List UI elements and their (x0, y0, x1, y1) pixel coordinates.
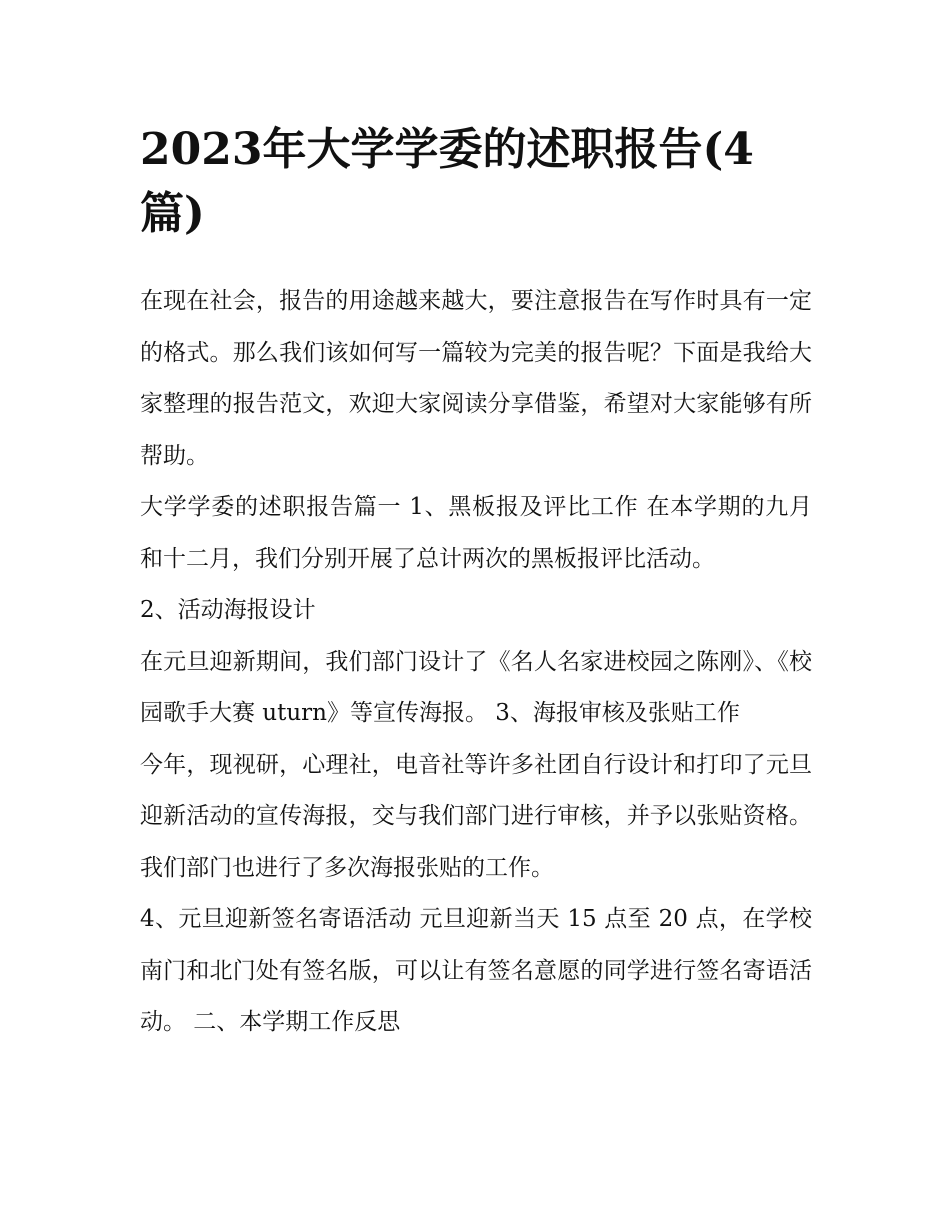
poster-review-paragraph: 今年，现视研，心理社，电音社等许多社团自行设计和打印了元旦迎新活动的宣传海报，交与我们部门进行审核，并予以张贴资格。我们部门也进行了多次海报张贴的工作。 (140, 751, 812, 881)
signature-activity-paragraph: 4、元旦迎新签名寄语活动 元旦迎新当天 15 点至 20 点，在学校南门和北门处有签名版，可以让有签名意愿的同学进行签名寄语活动。 二、本学期工作反思 (140, 906, 812, 1035)
document-title: 2023年大学学委的述职报告(4篇) (140, 124, 754, 239)
poster-design-paragraph: 在元旦迎新期间，我们部门设计了《名人名家进校园之陈刚》、《校园歌手大赛 uturn》等宣传海报。 3、海报审核及张贴工作 (140, 648, 812, 726)
intro-paragraph: 在现在社会，报告的用途越来越大，要注意报告在写作时具有一定的格式。那么我们该如何写一篇较为完美的报告呢？下面是我给大家整理的报告范文，欢迎大家阅读分享借鉴，希望对大家能够有所帮助。 (140, 288, 812, 469)
section-one-paragraph: 大学学委的述职报告篇一 1、黑板报及评比工作 在本学期的九月和十二月，我们分别开展了总计两次的黑板报评比活动。 (140, 494, 812, 572)
poster-design-heading: 2、活动海报设计 (140, 597, 316, 623)
document-page (140, 118, 812, 1049)
